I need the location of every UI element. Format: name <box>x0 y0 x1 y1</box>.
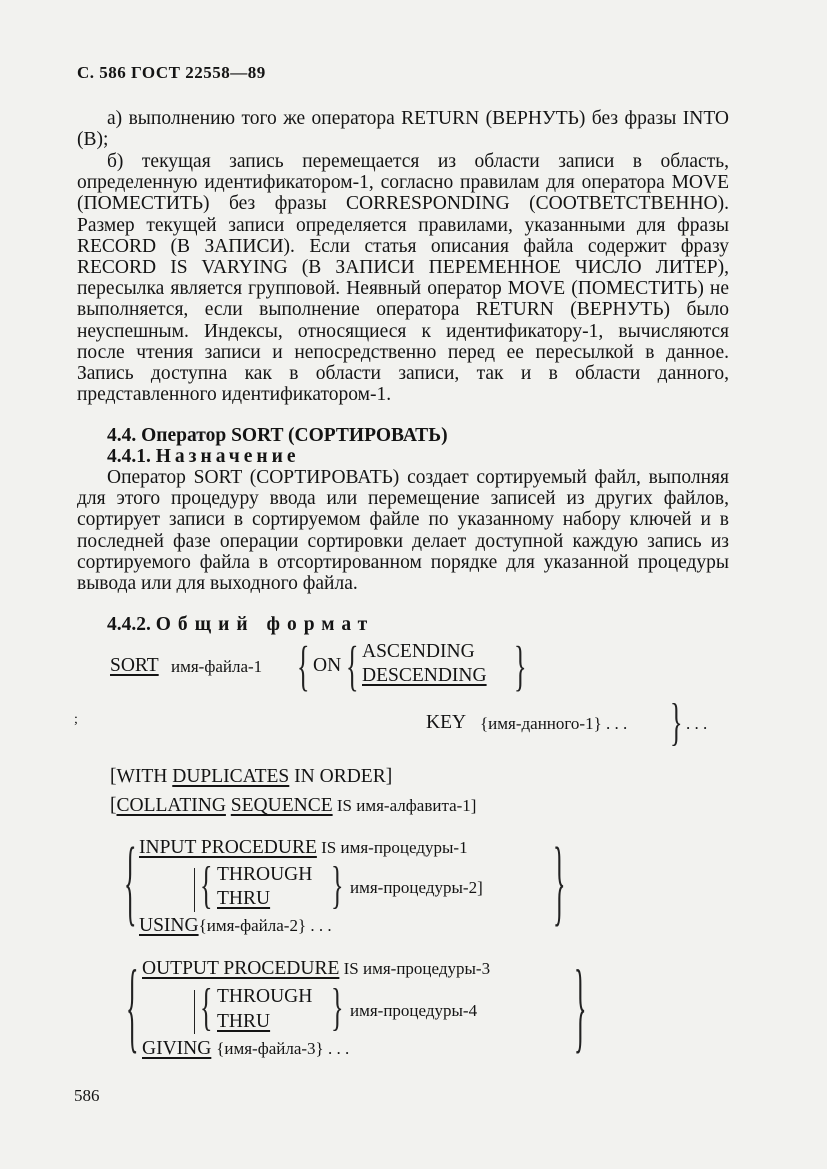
in-order-keyword: IN ORDER] <box>289 766 393 787</box>
left-brace-icon: { <box>346 635 359 697</box>
left-brace-icon: { <box>124 828 137 936</box>
section-title-text: Оператор SORT (СОРТИРОВАТЬ) <box>141 425 448 446</box>
with-duplicates-clause <box>110 766 392 788</box>
procedure-name-2: имя-процедуры-2] <box>350 878 483 897</box>
through-keyword: THROUGH <box>217 864 313 885</box>
paragraph-b: б) текущая запись перемещается из области записи в область, определенную идентификатором-1, согласно правилам для оператора MOVE (ПОМЕСТИТЬ) без фразы CORRESPONDING (СООТВЕТСТВЕННО). Размер текущей записи определяется правилами, указанными для фразы RECORD (В ЗАПИСИ). Если статья описания файла содержит фразу RECORD IS VARYING (В ЗАПИСИ ПЕРЕМЕННОЕ ЧИСЛО ЛИТЕР), пересылка является групповой. Неявный оператор MOVE (ПОМЕСТИТЬ) не выполняется, если выполнение оператора RETURN (ВЕРНУТЬ) было неуспешным. Индексы, относящиеся к идентификатору-1, вычисляются после чтения записи и непосредственно перед ее пересылкой в данное. Запись доступна как в области записи, так и в области данного, представленного идентификатором-1. <box>77 151 729 406</box>
file-name-2: {имя-файла-2} . . . <box>198 916 332 935</box>
left-brace-icon: { <box>297 635 310 697</box>
on-keyword: ON <box>313 655 342 676</box>
collating-sequence-clause <box>110 795 476 817</box>
margin-mark: ; <box>74 712 78 727</box>
thru-keyword: THRU <box>217 1011 271 1032</box>
giving-clause <box>142 1038 349 1060</box>
bracket-open: [ <box>110 795 117 816</box>
bracket-line <box>194 990 195 1034</box>
data-name-1: {имя-данного-1} . . . <box>480 714 628 733</box>
page-number: 586 <box>74 1086 100 1105</box>
file-name-3: {имя-файла-3} . . . <box>216 1039 350 1058</box>
duplicates-keyword: DUPLICATES <box>172 766 290 787</box>
subsection-number: 4.4.1. <box>107 446 151 467</box>
right-brace-icon: } <box>553 828 566 936</box>
input-procedure-clause <box>139 837 468 859</box>
subsection-purpose-heading <box>107 446 300 468</box>
left-brace-icon: { <box>126 950 139 1064</box>
subsection-number: 4.4.2. <box>107 614 151 635</box>
descending-keyword: DESCENDING <box>362 665 487 686</box>
output-procedure-keyword: OUTPUT PROCEDURE <box>142 958 340 979</box>
right-brace-icon: } <box>514 635 527 697</box>
section-number: 4.4. <box>107 425 137 446</box>
procedure-name-1: IS имя-процедуры-1 <box>316 838 468 857</box>
alphabet-name-1: IS имя-алфавита-1] <box>332 796 477 815</box>
right-brace-icon: } <box>331 856 344 914</box>
ascending-keyword: ASCENDING <box>362 641 475 662</box>
procedure-name-4: имя-процедуры-4 <box>350 1001 478 1020</box>
right-brace-icon: } <box>670 693 683 751</box>
thru-keyword: THRU <box>217 888 271 909</box>
right-brace-icon: } <box>574 950 587 1064</box>
subsection-format-heading <box>107 614 374 636</box>
file-name-1: имя-файла-1 <box>171 657 263 676</box>
giving-keyword: GIVING <box>142 1038 212 1059</box>
through-keyword: THROUGH <box>217 986 313 1007</box>
subsection-title: Назначение <box>155 446 300 467</box>
using-keyword: USING <box>139 915 199 936</box>
output-procedure-clause <box>142 958 490 980</box>
collating-keyword: COLLATING <box>116 795 226 816</box>
left-brace-icon: { <box>200 856 213 914</box>
procedure-name-3: IS имя-процедуры-3 <box>339 959 491 978</box>
with-keyword: [WITH <box>110 766 173 787</box>
paragraph-a: а) выполнению того же оператора RETURN (ВЕРНУТЬ) без фразы INTO (В); <box>77 108 729 151</box>
purpose-paragraph: Оператор SORT (СОРТИРОВАТЬ) создает сортируемый файл, выполняя для этого процедуру ввода или перемещение записей из других файлов, сортирует записи в сортируемом файле по указанному набору ключей и в последней фазе операции сортировки делает доступной каждую запись из сортируемого файла в отсортированном порядке для указанной процедуры вывода или для выходного файла. <box>77 467 729 595</box>
section-title <box>107 425 448 447</box>
sequence-keyword: SEQUENCE <box>230 795 333 816</box>
input-procedure-keyword: INPUT PROCEDURE <box>139 837 317 858</box>
key-keyword: KEY <box>426 712 467 733</box>
using-clause <box>139 915 332 937</box>
sort-keyword: SORT <box>110 655 159 676</box>
ellipsis: . . . <box>686 714 708 733</box>
left-brace-icon: { <box>200 978 213 1036</box>
right-brace-icon: } <box>331 978 344 1036</box>
bracket-line <box>194 868 195 912</box>
page-header: С. 586 ГОСТ 22558—89 <box>77 63 266 82</box>
subsection-title: Общий формат <box>155 614 375 635</box>
